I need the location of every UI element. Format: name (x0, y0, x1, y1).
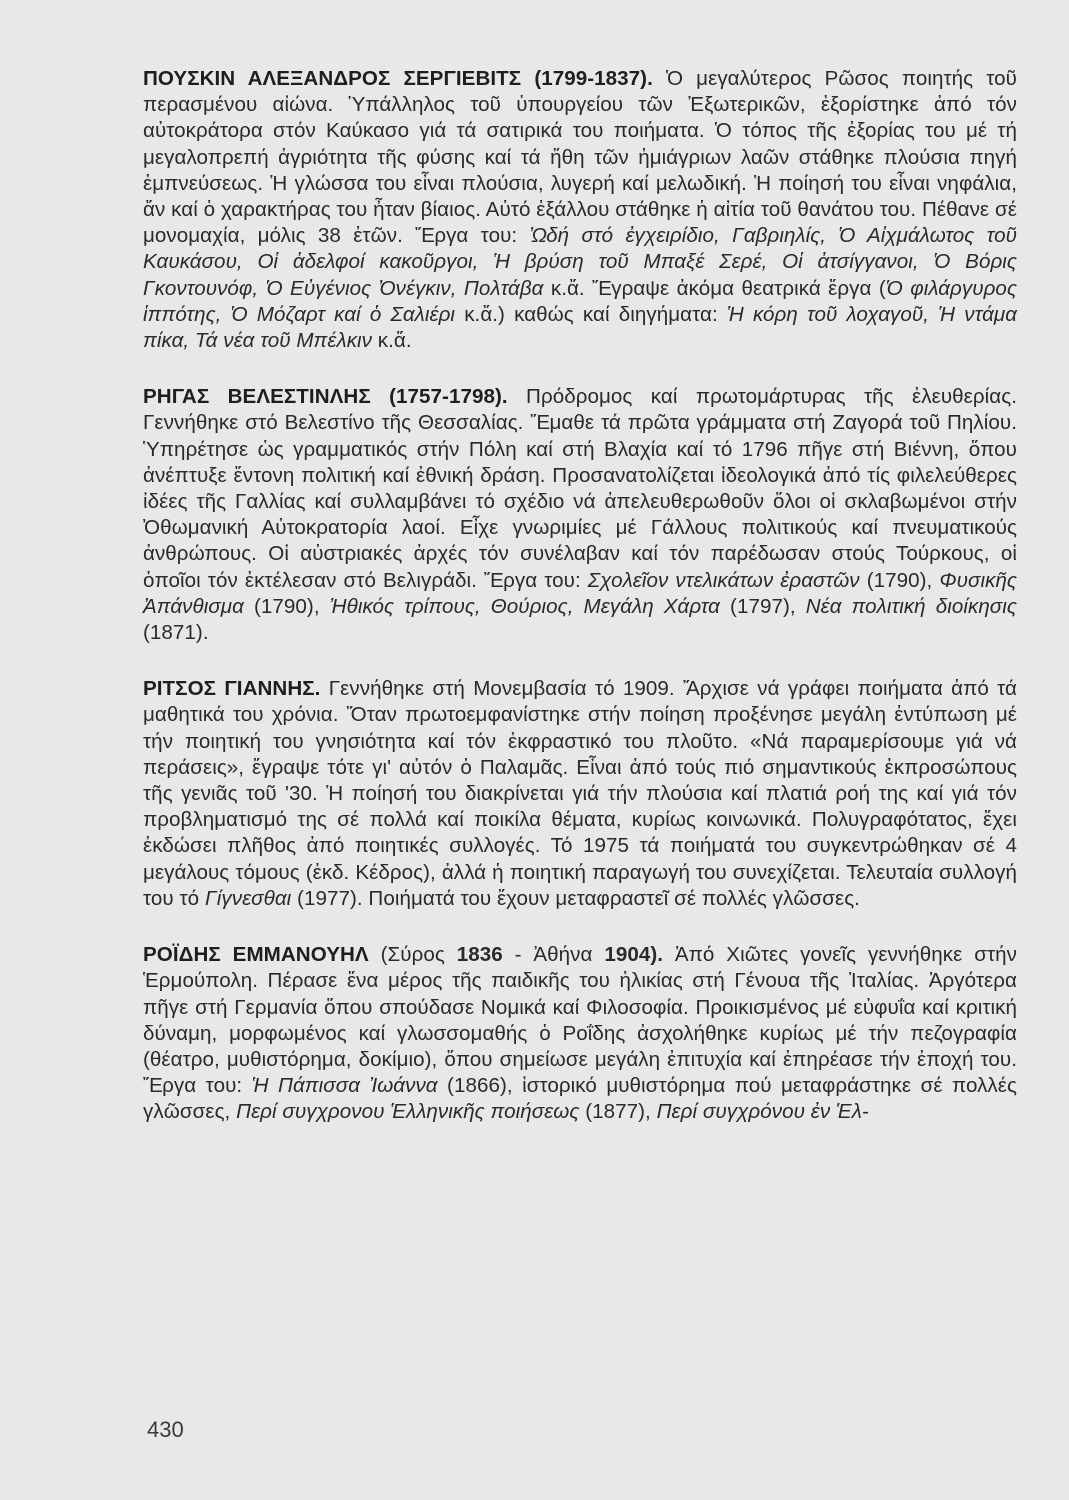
entry-text: κ.ἄ. (372, 329, 412, 353)
entry-text: Γεννήθηκε στή Μονεμβασία τό 1909. Ἄρχισε νά γράφει ποιήματα ἀπό τά μαθητικά του χρόνια. Ὅταν πρωτοεμφανίστηκε στήν ποίηση προξένησε μεγάλη ἐντύπωση μέ τήν ποιητική του γνησιότητα καί τόν ἐκφραστικό του πλοῦτο. «Νά παραμερίσουμε γιά νά περάσεις», ἔγραψε τότε γι' αὐτόν ὁ Παλαμᾶς. Εἶναι ἀπό τούς πιό σημαντικούς ἐκπροσώπους τῆς γενιᾶς τοῦ '30. Ἡ ποίησή του διακρίνεται γιά τήν πλούσια καί πλατιά ροή της καί γιά τόν προβληματισμό της σέ πολλά καί ποικίλα θέματα, κυρίως κοινωνικά. Πολυγραφότατος, ἔχει ἐκδώσει πλῆθος ἀπό ποιητικές συλλογές. Τό 1975 τά ποιήματά του συγκεντρώθηκαν σέ 4 μεγάλους τόμους (ἐκδ. Κέδρος), ἀλλά ἡ ποιητική παραγωγή του συνεχίζεται. Τελευταία συλλογή του τό (143, 677, 1018, 910)
entry-text: κ.ἄ. Ἔγραψε ἀκόμα θεατρικά ἔργα ( (543, 276, 886, 300)
entry-works-italic: Φυσικῆς Ἀπάνθισμα (143, 568, 1017, 618)
entry-text: (1790), (859, 568, 940, 592)
entry-pushkin (143, 66, 1017, 354)
entry-text: (1866), ἱστορικό μυθιστόρημα πού μεταφράστηκε σέ πολλές γλῶσσες, (143, 1074, 1017, 1124)
entry-works-italic: Ὠδή στό ἐγχειρίδιο, Γαβριηλίς, Ὁ Αἰχμάλωτος τοῦ Καυκάσου, Οἱ ἀδελφοί κακοῦργοι, Ἡ βρύση τοῦ Μπαξέ Σερέ, Οἱ ἀτσίγγανοι, Ὁ Βόρις Γκοντουνόφ, Ὁ Εὐγένιος Ὀνέγκιν, Πολτάβα (143, 224, 1017, 300)
entry-heading: ΡΙΤΣΟΣ ΓΙΑΝΝΗΣ. (143, 677, 321, 701)
entry-heading-year: 1904). (604, 943, 664, 967)
entry-ritsos (143, 676, 1017, 912)
entry-works-italic: Νέα πολιτική διοίκησις (805, 594, 1017, 618)
entry-heading-detail: (Σύρος (368, 943, 457, 967)
entry-text: Ὁ μεγαλύτερος Ρῶσος ποιητής τοῦ περασμένου αἰώνα. Ὑπάλληλος τοῦ ὑπουργείου τῶν Ἐξωτερικῶν, ἐξορίστηκε ἀπό τόν αὐτοκράτορα στόν Καύκασο γιά τά σατιρικά του ποιήματα. Ὁ τόπος τῆς ἐξορίας του μέ τή μεγαλοπρεπή ἀγριότητα τῆς φύσης καί τά ἤθη τῶν ἡμιάγριων λαῶν στάθηκε πλούσια πηγή ἐμπνεύσεως. Ἡ γλώσσα του εἶναι πλούσια, λυγερή καί μελωδική. Ἡ ποίησή του εἶναι νηφάλια, ἄν καί ὁ χαρακτήρας του ἦταν βίαιος. Αὐτό ἐξάλλου στάθηκε ἡ αἰτία τοῦ θανάτου του. Πέθανε σέ μονομαχία, μόλις 38 ἐτῶν. Ἔργα του: (143, 67, 1017, 248)
entry-text: (1797), (719, 594, 806, 618)
entry-text: Πρόδρομος καί πρωτομάρτυρας τῆς ἐλευθερίας. Γεννήθηκε στό Βελεστίνο τῆς Θεσσαλίας. Ἔμαθε τά πρῶτα γράμματα στή Ζαγορά τοῦ Πηλίου. Ὑπηρέτησε ὡς γραμματικός στήν Πόλη καί στή Βλαχία καί τό 1796 πῆγε στή Βιέννη, ὅπου ἀνέπτυξε ἔντονη πολιτική καί ἐθνική δράση. Προσανατολίζεται ἰδεολογικά ἀπό τίς φιλελεύθερες ἰδέες τῆς Γαλλίας καί συλλαμβάνει τό σχέδιο νά ἀπελευθερωθοῦν ὅλοι οἱ σκλαβωμένοι στήν Ὀθωμανική Αὐτοκρατορία λαοί. Εἶχε γνωριμίες μέ Γάλλους πολιτικούς καί πνευματικούς ἀνθρώπους. Οἱ αὐστριακές ἀρχές τόν συνέλαβαν καί τόν παρέδωσαν στούς Τούρκους, οἱ ὁποῖοι τόν ἐκτέλεσαν στό Βελιγράδι. Ἔργα του: (143, 385, 1017, 592)
entry-works-italic: Γίγνεσθαι (204, 886, 292, 910)
entry-works-italic: Περί συγχρόνου ἐν Ἑλ- (656, 1100, 869, 1124)
entry-works-italic: Ἡ Πάπισσα Ἰωάννα (251, 1074, 438, 1098)
entry-works-italic: Περί συγχρονου Ἑλληνικῆς ποιήσεως (236, 1100, 580, 1124)
entry-works-italic: Σχολεῖον ντελικάτων ἐραστῶν (587, 568, 860, 592)
entry-text: κ.ἄ.) καθώς καί διηγήματα: (455, 302, 727, 326)
entry-works-italic: Ἠθικός τρίπους, Θούριος, Μεγάλη Χάρτα (329, 594, 720, 618)
entry-text: (1871). (143, 621, 209, 645)
entry-heading: ΡΟΪΔΗΣ ΕΜΜΑΝΟΥΗΛ (143, 943, 369, 967)
entry-text: (1877), (579, 1100, 657, 1124)
page-number: 430 (147, 1417, 184, 1442)
entry-roidis (143, 942, 1017, 1125)
entry-works-italic: Ἡ κόρη τοῦ λοχαγοῦ, Ἡ ντάμα πίκα, Τά νέα τοῦ Μπέλκιν (143, 302, 1017, 353)
entry-heading: ΡΗΓΑΣ ΒΕΛΕΣΤΙΝΛΗΣ (1757-1798). (143, 385, 508, 409)
entry-rigas (143, 384, 1017, 646)
entry-text: (1977). Ποιήματά του ἔχουν μεταφραστεῖ σέ πολλές γλῶσσες. (291, 886, 860, 910)
entry-text: Ἀπό Χιῶτες γονεῖς γεννήθηκε στήν Ἑρμούπολη. Πέρασε ἕνα μέρος τῆς παιδικῆς του ἡλικίας στή Γένουα τῆς Ἰταλίας. Ἀργότερα πῆγε στή Γερμανία ὅπου σπούδασε Νομικά καί Φιλοσοφία. Προικισμένος μέ εὐφυΐα καί κριτική δύναμη, μορφωμένος καί γλωσσομαθής ὁ Ροΐδης ἀσχολήθηκε κυρίως μέ τήν πεζογραφία (θέατρο, μυθιστόρημα, δοκίμιο), ὅπου σημείωσε μεγάλη ἐπιτυχία καί ἐπηρέασε τήν ἐποχή του. Ἔργα του: (143, 943, 1017, 1098)
entry-heading-year: 1836 (456, 943, 503, 967)
entry-heading-detail: - Ἀθήνα (502, 943, 605, 967)
entry-heading: ΠΟΥΣΚΙΝ ΑΛΕΞΑΝΔΡΟΣ ΣΕΡΓΙΕΒΙΤΣ (1799-1837). (143, 67, 653, 90)
entry-text: (1790), (243, 594, 330, 618)
entry-works-italic: Ὁ φιλάργυρος ἱππότης, Ὁ Μόζαρτ καί ὁ Σαλιέρι (143, 276, 1018, 326)
